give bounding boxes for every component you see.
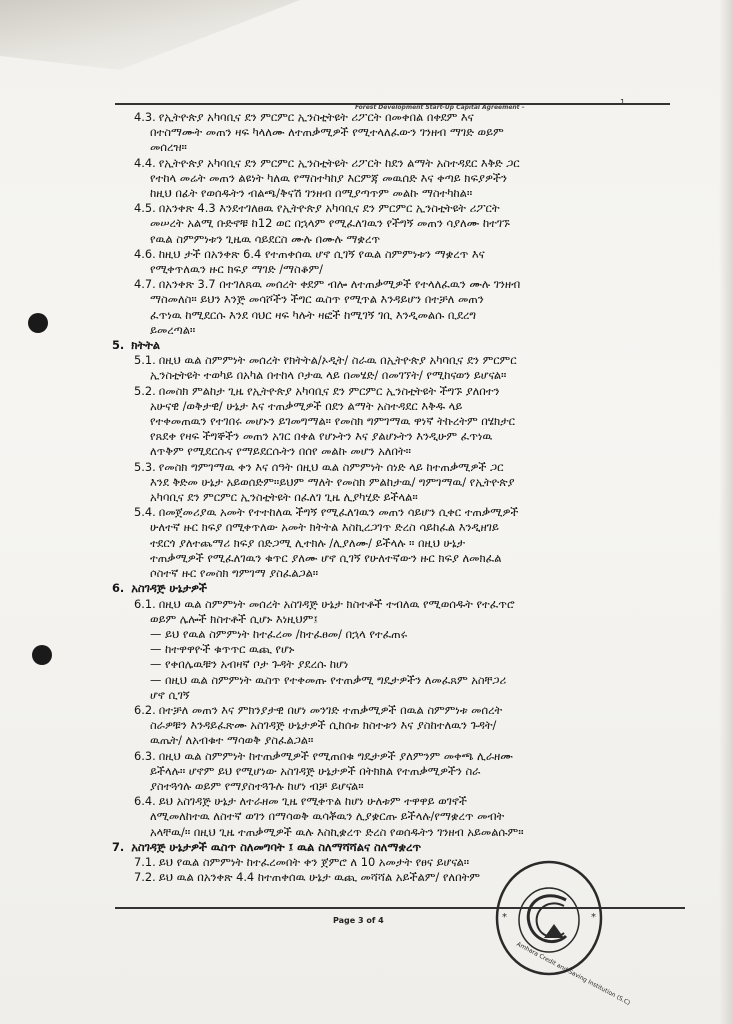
clause-text: ፈጥነዉ ከሚደርሱ እንደ ባህር ዛፍ ካሉት ዛፎች ከሚገኝ ገቢ እንዲመልሱ ቢደረግ — [150, 307, 477, 322]
clause-text: ስራዎቹን እንዳይፈጽሙ አስገዳጅ ሁኔታዎች ሲከሰቱ ክስተቱን እና ያስከተለዉን ጉዳት/ — [150, 718, 497, 733]
clause-text: በዚህ ዉል ስምምነት መሰረት አስገዳጅ ሁኔታ ክስተቶች ተብለዉ የሚወሰዱት የተፈጥሮ — [158, 596, 515, 611]
running-header: Forest Development Start-Up Capital Agreement – — [355, 104, 525, 111]
svg-text:Amhara Credit and Saving Insti: Amhara Credit and Saving Institution (S.C) — [515, 940, 632, 1007]
clause-text: ያስተጓጎሉ ወይም የማያስተጓጉሉ ከሆነ ብቻ ይሆናል። — [150, 778, 364, 793]
clause-first-line — [112, 384, 672, 399]
clause-first-line — [112, 703, 672, 718]
clause-first-line — [112, 353, 672, 368]
clause-line — [112, 262, 672, 277]
clause-line — [112, 140, 672, 155]
clause-line — [112, 520, 672, 535]
clause-number: 4.4. — [134, 155, 156, 170]
section-heading — [112, 581, 672, 596]
clause-text: ለጥቅም የሚደርሱና የማይደርሱትን በሰየ መልኩ መሆን አለበት። — [150, 444, 411, 459]
clause-line — [112, 216, 672, 231]
section-number: 7. — [112, 839, 125, 854]
clause-text: በተቻለ መጠን እና ምክንያታዊ በሆነ መንገድ ተጠቃሚዎች በዉል ስምምነቱ መሰረት — [158, 702, 503, 717]
clause-text: በተስማሙት መጠን ዛፍ ካላለሙ ለተጠቃሚዎች የሚተላለፈውን ገንዘብ ማገድ ወይም — [150, 125, 504, 140]
clause-text: ሶስተኛ ዙር የመስክ ግምገማ ያስፈልጋል። — [150, 566, 319, 581]
clause-text: — ይህ የዉል ስምምነት ከተፈረመ /ከተፈፀመ/ በኋላ የተፈጠሩ — [150, 626, 408, 641]
clause-line — [112, 186, 672, 201]
clause-line — [112, 657, 672, 672]
clause-first-line — [112, 247, 672, 262]
clause-line — [112, 642, 672, 657]
clause-line — [112, 444, 672, 459]
clause-line — [112, 779, 672, 794]
clause-line — [112, 536, 672, 551]
page-curl — [0, 0, 300, 70]
clause-line — [112, 627, 672, 642]
clause-text: ኢንስቲትዩት ተወካይ በአካል በተከላ ቦታዉ ላይ በመሄድ/ በመገኘት/ የሚከናወን ይሆናል። — [150, 368, 507, 383]
clause-line — [112, 490, 672, 505]
clause-text: የኢትዮጵያ አካባቢና ደን ምርምር ኢንስቲትዩት ሪፖርት ከደን ልማት አስተዳደር እቅድ ጋር — [158, 155, 520, 170]
clause-number: 5.1. — [134, 353, 156, 368]
section-heading — [112, 840, 672, 855]
clause-line — [112, 292, 672, 307]
clause-text: መሠረት አልሚ ቡድኖቹ ከ12 ወር በኋላም የሚፈለገዉን የችግኝ መጠን ሳያለሙ ከተገኙ — [150, 216, 510, 231]
clause-line — [112, 688, 672, 703]
clause-line — [112, 733, 672, 748]
section-heading — [112, 338, 672, 353]
clause-line — [112, 125, 672, 140]
punch-hole — [28, 313, 48, 333]
clause-text: ከዚህ በፊት የወሰዱትን ብልጫ/ቅናሽ ገንዘብ በሚያጣጥም መልኩ ማስተካከል። — [150, 186, 473, 201]
clause-text: ሁለተኛ ዙር ክፍያ በሚቀጥለው አመት ክትትል እስኪረጋገጥ ድረስ ሳይከፈል እንዲዘገይ — [150, 520, 499, 535]
svg-text:*: * — [502, 912, 507, 923]
clause-line — [112, 718, 672, 733]
clause-number: 6.4. — [134, 794, 156, 809]
clause-number: 4.6. — [134, 246, 156, 261]
clause-text: — በዚህ ዉል ስምምነት ዉስጥ የተቀመጡ የተጠቃሚ ግዴታዎችን ለመፈጸም አስቸጋሪ — [150, 672, 507, 687]
clause-text: በመስክ ምልከታ ጊዜ የኢትዮጵያ አካባቢና ደን ምርምር ኢንስቲትዩት ችግኙ ያለበተን — [158, 383, 500, 398]
clause-first-line — [112, 460, 672, 475]
institution-seal — [494, 858, 632, 1007]
page-mark: 1 — [620, 98, 626, 107]
clause-line — [112, 612, 672, 627]
clause-number: 5.2. — [134, 383, 156, 398]
punch-hole — [32, 645, 52, 665]
clause-first-line — [112, 505, 672, 520]
clause-text: ወይም ሌሎች ክስተቶች ሲሆኑ እነዚህም፤ — [150, 611, 318, 626]
clause-text: ለሚመለከተዉ ለስተኛ ወገን በማሳወቅ ዉሳቾዉን ሊያቋርጡ ይችላሉ/የማቋረጥ መብት — [150, 809, 505, 824]
clause-text: ይህ አስገዳጅ ሁኔታ ለተራዘመ ጊዜ የሚቀጥል ከሆነ ሁለቱም ተዋዋይ ወገኖች — [158, 794, 467, 809]
clause-text: የጸደቀ የዛፍ ችግኞችን መጠን አገር በቀል የሆኑትን እና ያልሆኑትን እንዲሁም ፈጥነዉ — [150, 429, 493, 444]
clause-text: — ከተዋዋዮች ቁጥጥር ዉጪ የሆኑ — [150, 642, 295, 657]
section-number: 5. — [112, 338, 125, 353]
clause-number: 4.5. — [134, 201, 156, 216]
clause-text: ይህ የዉል ስምምነት ከተፈረመበት ቀን ጀምሮ ለ 10 አመታት የፀና ይሆናል። — [158, 854, 470, 869]
clause-line — [112, 171, 672, 186]
clause-line — [112, 232, 672, 247]
clause-number: 6.1. — [134, 596, 156, 611]
clause-number: 4.3. — [134, 110, 156, 124]
clause-number: 6.3. — [134, 748, 156, 763]
clause-line — [112, 399, 672, 414]
clause-text: ሆኖ ሲገኝ — [150, 687, 190, 702]
clause-line — [112, 368, 672, 383]
clause-line — [112, 308, 672, 323]
clause-text: የሚቀጥለዉን ዙር ክፍያ ማገድ /ማስቆም/ — [150, 262, 323, 277]
clause-line — [112, 323, 672, 338]
section-title: ክትትል — [131, 338, 160, 353]
clause-text: በዚህ ዉል ስምምነት ከተጠቃሚዎች የሚጠበቁ ግዴታዎች ያለምንም መቀጫ ሊራዘሙ — [158, 748, 513, 763]
clause-text: አላቸዉ/። በዚህ ጊዜ ተጠቃሚዎች ዉሉ እስኪቋረጥ ድረስ የወሰዱትን ገንዘብ አይመልሱም። — [150, 824, 524, 839]
clause-number: 6.2. — [134, 702, 156, 717]
clause-text: የዉል ስምምነቱን ጊዜዉ ሳይደርስ ሙሉ በሙሉ ማቋረጥ — [150, 231, 380, 246]
clause-number: 4.7. — [134, 277, 156, 292]
clause-text: ተጠቃሚዎች የሚፈለገዉን ቁጥር ያለሙ ሆኖ ሲገኝ የሁለተኛውን ዙር ክፍያ ለመክፈል — [150, 550, 502, 565]
clause-text: በአንቀጽ 3.7 በተገለጸዉ መሰረት ቀደም ብሎ ለተጠቃሚዎች የተላለፈዉን ሙሉ ገንዘብ — [158, 277, 521, 292]
clause-line — [112, 825, 672, 840]
clause-text: የተከላ መሬት መጠን ልዩነት ካለዉ የማስተካከያ እርምጃ መዉሰድ እና ቀጣይ ክፍያዎችን — [150, 170, 507, 185]
clause-text: መሰረዝ። — [150, 140, 187, 155]
section-number: 6. — [112, 581, 125, 596]
clause-text: በአንቀጽ 4.3 እንደተገለፀዉ የኢትዮጵያ አካባቢና ደን ምርምር ኢንስቲትዩት ሪፖርት — [158, 201, 500, 216]
section-title: አስገዳጅ ሁኔታዎች — [131, 581, 207, 596]
clause-line — [112, 429, 672, 444]
clause-first-line — [112, 794, 672, 809]
clause-number: 5.3. — [134, 459, 156, 474]
clause-text: — የቀበሌዉቹን አብዛኛ ቦታ ጉዳት ያደረሱ ከሆነ — [150, 657, 349, 672]
clause-first-line — [112, 110, 672, 125]
clause-text: ይህ ዉል በአንቀጽ 4.4 ከተጠቀሰዉ ሁኔታ ዉጪ መሻሻል አይችልም/ የለበትም — [158, 870, 480, 885]
clause-line — [112, 764, 672, 779]
clause-first-line — [112, 597, 672, 612]
clause-line — [112, 809, 672, 824]
clause-text: በዚህ ዉል ስምምነት መሰረት የክትትል/ኦዲት/ ስራዉ በኢትዮጵያ አካባቢና ደን ምርምር — [158, 353, 517, 368]
clause-text: የኢትዮጵያ አካባቢና ደን ምርምር ኢንስቲትዩት ሪፖርት በመቀበል በቀደም እና — [158, 110, 474, 124]
clause-first-line — [112, 201, 672, 216]
clause-line — [112, 551, 672, 566]
document-body — [112, 110, 672, 885]
clause-number: 5.4. — [134, 505, 156, 520]
clause-number: 7.1. — [134, 854, 156, 869]
page-number: Page 3 of 4 — [333, 916, 384, 925]
clause-line — [112, 475, 672, 490]
clause-text: ከዚህ ታች በአንቀጽ 6.4 የተጠቀሰዉ ሆኖ ሲገኝ የዉል ስምምነቱን ማቋረጥ እና — [158, 246, 485, 261]
clause-text: አሁናዊ /ወቅታዊ/ ሁኔታ እና ተጠቃሚዎች በደን ልማት አስተዳደር እቅዱ ላይ — [150, 398, 463, 413]
clause-line — [112, 414, 672, 429]
clause-first-line — [112, 277, 672, 292]
clause-text: ማስመለስ። ይህን እንጅ መሳሾችን ችግር ዉስጥ የሚጥል እንዳይሆን በተቻለ መጠን — [150, 292, 484, 307]
clause-line — [112, 566, 672, 581]
clause-text: የመስክ ግምገማዉ ቀን እና ሰዓት በዚህ ዉል ስምምነት ሰነድ ላይ ከተጠቃሚዎች ጋር — [158, 459, 504, 474]
clause-text: አካባቢና ደን ምርምር ኢንስቲትዩት በፈለገ ጊዜ ሊያካሂድ ይችላል። — [150, 490, 418, 505]
clause-text: ተደርጎ ያለተጨማሪ ክፍያ በድጋሚ ሊተክሉ /ሊያለሙ/ ይችላሉ ። በዚህ ሁኔታ — [150, 535, 465, 550]
clause-text: እንደ ቅድመ ሁኔታ አይወሰድም።ይህም ማለት የመስክ ምልከታዉ/ ግምገማዉ/ የኢትዮጵያ — [150, 474, 515, 489]
clause-text: የተቀመጠዉን የተገበሩ መሆኑን ይገመግማል። የመስክ ግምገማዉ ዋነኛ ትኩረትም በሄክታር — [150, 414, 515, 429]
section-title: አስገዳጅ ሁኔታዎች ዉስጥ ስለመግባት ፤ ዉል ስለማሻሻልና ስለማቋረጥ — [131, 839, 422, 854]
clause-text: ይችላሉ። ሆኖም ይህ የሚሆነው አስገዳጅ ሁኔታዎች በትክክል የተጠቃሚዎችን ስራ — [150, 763, 481, 778]
clause-text: ይመረጣል። — [150, 322, 196, 337]
clause-line — [112, 673, 672, 688]
clause-first-line — [112, 156, 672, 171]
svg-text:*: * — [591, 912, 596, 923]
clause-first-line — [112, 749, 672, 764]
page-edge-shadow — [719, 0, 733, 1024]
clause-number: 7.2. — [134, 870, 156, 885]
clause-text: በመጀመሪያዉ አመት የተተከለዉ ችግኝ የሚፈለገዉን መጠን ሳይሆን ሲቀር ተጠቃሚዎች — [158, 505, 519, 520]
clause-text: ዉጤት/ ለአብቁተ ማሳወቅ ያስፈልጋል። — [150, 733, 314, 748]
